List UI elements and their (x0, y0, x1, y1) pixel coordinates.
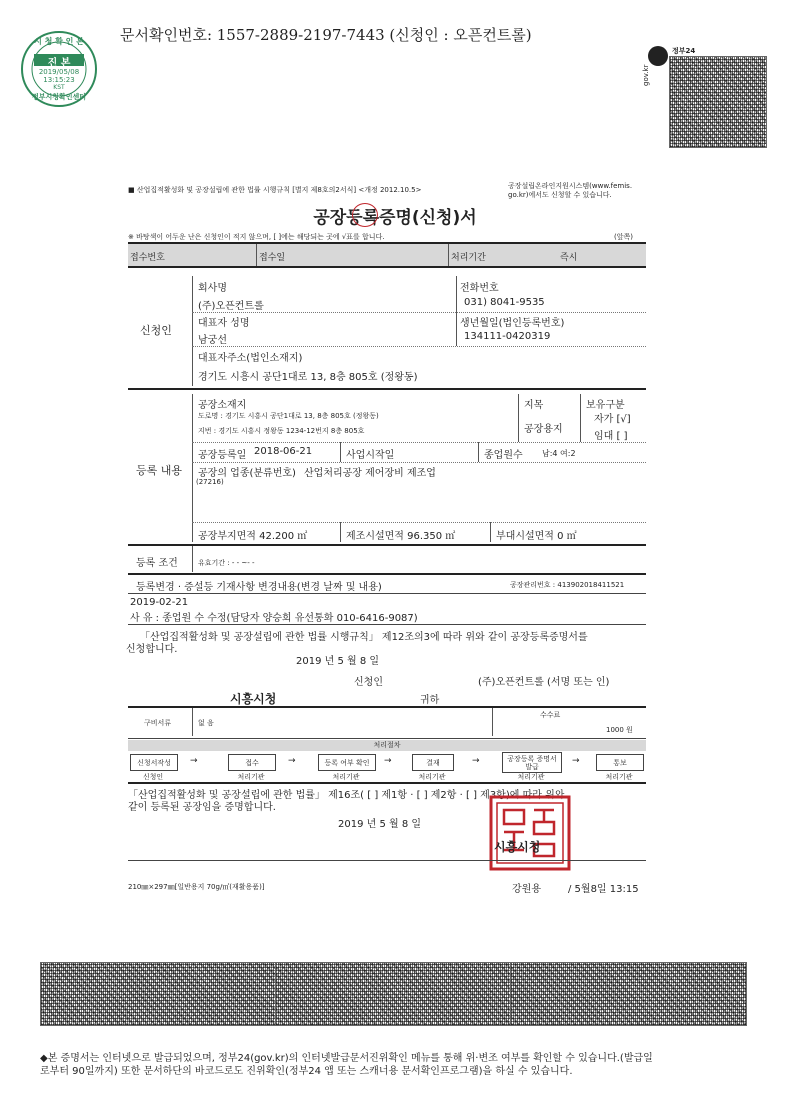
birth-value: 134111-0420319 (464, 331, 551, 342)
authenticity-notice-1: ◆본 증명서는 인터넷으로 발급되었으며, 정부24(gov.kr)의 인터넷발급문서진위확인 메뉴를 통해 위·변조 여부를 확인할 수 있습니다.(발급일 (40, 1053, 653, 1064)
online-notice-1: 공장설립온라인지원시스템(www.femis. (508, 182, 633, 190)
barcode-2 (275, 962, 512, 1026)
employees-label: 종업원수 (484, 450, 523, 461)
barcode-1 (40, 962, 277, 1026)
issuer-name: 시흥시청 (494, 840, 541, 854)
processing-period-label: 처리기간 (451, 253, 486, 263)
change-date: 2019-02-21 (130, 597, 189, 608)
gov24-logo-icon (648, 46, 668, 66)
phone-label: 전화번호 (460, 283, 499, 294)
stamp-bottom-text: 정부시청확인센터 (31, 93, 87, 101)
fee-label: 수수료 (540, 711, 561, 719)
paper-spec: 210㎜×297㎜[일반용지 70g/㎡(재활용품)] (128, 883, 265, 891)
applicant-signature-value: (주)오픈컨트롤 (서명 또는 인) (478, 677, 610, 688)
arrow-icon: → (384, 756, 392, 766)
ownership-leased: 임대 [ ] (594, 431, 628, 442)
representative-label: 대표자 성명 (198, 318, 250, 329)
step-application: 신청서작성 (130, 754, 178, 771)
certification-statement-1: 「산업집적활성화 및 공장설립에 관한 법률」 제16조( [ ] 제1항 · [ ] 제2항 · [ ] 제3항)에 따라 위와 (128, 790, 565, 801)
auxiliary-area: 부대시설면적 0 ㎡ (496, 531, 577, 542)
request-date: 2019 년 5 월 8 일 (296, 656, 380, 667)
ownership-owned: 자가 [√] (594, 414, 631, 425)
company-name-label: 회사명 (198, 283, 227, 294)
registration-section-label: 등록 내용 (136, 464, 183, 477)
page-side: (앞쪽) (614, 233, 633, 241)
request-statement-2: 신청합니다. (126, 644, 178, 655)
recipient-honorific: 귀하 (420, 695, 440, 706)
actor-label: 처리기관 (237, 773, 265, 781)
step-verification: 등록 여부 확인 (318, 754, 376, 771)
document-confirm-number: 문서확인번호: 1557-2889-2197-7443 (신청인 : 오픈컨트롤) (120, 26, 532, 44)
certification-statement-2: 같이 등록된 공장임을 증명합니다. (128, 802, 276, 813)
stamp-time: 13:15:23 (43, 76, 75, 84)
stamp-zone: KST (53, 84, 65, 91)
registration-date-value: 2018-06-21 (254, 446, 313, 457)
stamp-date: 2019/05/08 (38, 68, 80, 76)
processing-period-value: 즉시 (560, 253, 578, 263)
form-notice: ※ 바탕색이 어두운 난은 신청인이 적지 않으며, [ ]에는 해당되는 곳에 √표를 합니다. (128, 233, 385, 241)
step-receipt: 접수 (228, 754, 276, 771)
required-docs-label: 구비서류 (144, 719, 172, 727)
step-issuance: 공장등록 증명서 발급 (502, 752, 562, 773)
request-statement-1: 「산업집적활성화 및 공장설립에 관한 법률 시행규칙」 제12조의3에 따라 위와 같이 공장등록증명서를 (140, 632, 588, 643)
ownership-label: 보유구분 (586, 400, 625, 411)
validity-period: 유효기간 : - - ~- - (198, 559, 255, 567)
receipt-date-label: 접수일 (259, 253, 286, 263)
form-title: 공장등록증명(신청)서 (313, 208, 477, 228)
actor-label: 처리기관 (332, 773, 360, 781)
address-label: 대표자주소(법인소재지) (198, 353, 303, 364)
arrow-icon: → (190, 756, 198, 766)
form-legal-basis: ■ 산업집적활성화 및 공장설립에 관한 법률 시행규칙 [별지 제8호의2서식] <개정 2012.10.5> (128, 186, 422, 194)
industry-code: (27216) (196, 478, 224, 486)
industry-label: 공장의 업종(분류번호) (198, 468, 296, 479)
receipt-number-label: 접수번호 (130, 253, 165, 263)
arrow-icon: → (288, 756, 296, 766)
lot-address: 지번 : 경기도 시흥시 정왕동 1234-12번지 8층 805호 (198, 427, 365, 435)
registration-date-label: 공장등록일 (198, 450, 247, 461)
land-category-value: 공장용지 (524, 424, 563, 435)
address-value: 경기도 시흥시 공단1대로 13, 8층 805호 (정왕동) (198, 372, 418, 383)
representative-value: 남궁선 (198, 335, 227, 346)
brand-name: 정부24 (672, 47, 696, 55)
actor-label: 처리기관 (605, 773, 633, 781)
industry-value: 산업처리공장 제어장비 제조업 (304, 468, 436, 479)
verification-stamp (20, 30, 98, 108)
changes-label: 등록변경 · 증설등 기재사항 변경내용(변경 날짜 및 내용) (136, 582, 382, 593)
step-approval: 결재 (412, 754, 454, 771)
change-reason: 사 유 : 종업원 수 수정(담당자 양승희 유선통화 010-6416-9087) (130, 613, 418, 624)
step-notification: 통보 (596, 754, 644, 771)
online-notice-2: go.kr)에서도 신청할 수 있습니다. (508, 191, 612, 199)
fee-value: 1000 원 (606, 726, 633, 734)
arrow-icon: → (572, 756, 580, 766)
barcode-3 (510, 962, 747, 1026)
actor-label: 처리기관 (517, 773, 545, 781)
procedure-title: 처리절차 (128, 740, 646, 751)
birth-label: 생년월일(법인등록번호) (460, 318, 565, 329)
road-address: 도로명 : 경기도 시흥시 공단1대로 13, 8층 805호 (정왕동) (198, 412, 379, 420)
company-name-value: (주)오픈컨트롤 (198, 301, 264, 312)
actor-label: 신청인 (142, 773, 164, 781)
authenticity-notice-2: 로부터 90일까지) 또한 문서하단의 바코드로도 진위확인(정부24 앱 또는 스캐너용 문서확인프로그램)을 하실 수 있습니다. (40, 1066, 573, 1077)
brand-url: gov.kr (642, 64, 650, 86)
stamp-top-text: 시 청 확 인 본 (34, 37, 84, 46)
business-start-label: 사업시작일 (346, 450, 395, 461)
copy-recipient: 강원용 (512, 884, 541, 895)
factory-location-label: 공장소재지 (198, 400, 247, 411)
phone-value: 031) 8041-9535 (464, 297, 545, 308)
site-area: 공장부지면적 42.200 ㎡ (198, 531, 308, 542)
employees-value: 남:4 여:2 (542, 449, 576, 458)
conditions-label: 등록 조건 (136, 558, 178, 569)
actor-label: 처리기관 (418, 773, 446, 781)
print-timestamp: / 5월8일 13:15 (568, 884, 639, 895)
required-docs-value: 없 음 (198, 719, 214, 727)
management-number: 공장관리번호 : 413902018411521 (510, 581, 625, 589)
arrow-icon: → (472, 756, 480, 766)
applicant-section-label: 신청인 (140, 324, 172, 337)
applicant-signature-label: 신청인 (354, 677, 383, 688)
certification-date: 2019 년 5 월 8 일 (338, 819, 422, 830)
manufacturing-area: 제조시설면적 96.350 ㎡ (346, 531, 456, 542)
recipient-name: 시흥시청 (230, 692, 277, 706)
title-annotation-circle (352, 203, 378, 227)
stamp-center-text: 진 본 (47, 58, 71, 69)
land-category-label: 지목 (524, 400, 544, 411)
top-qr-code (669, 56, 767, 148)
